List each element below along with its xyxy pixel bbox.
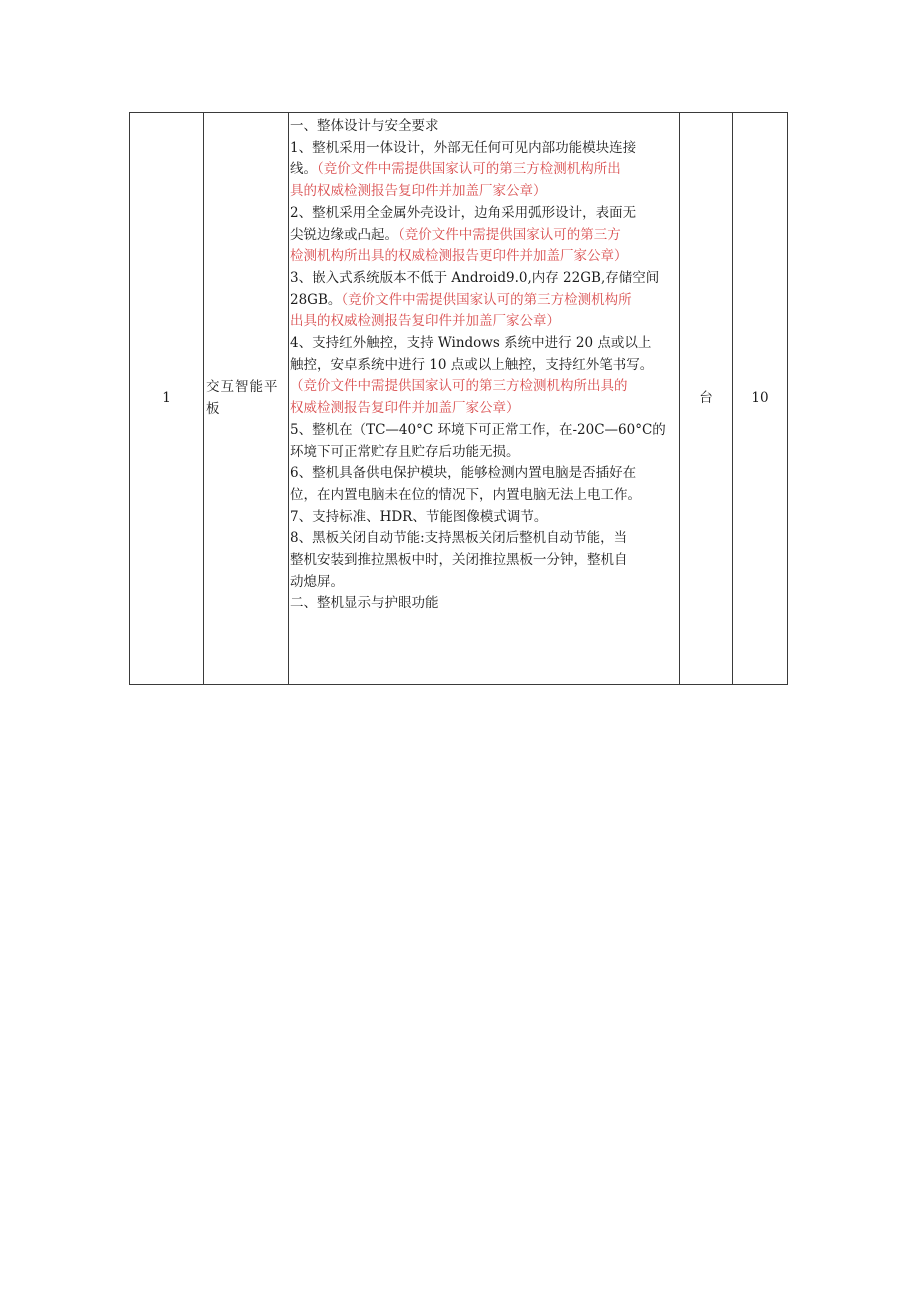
spec-line: [290, 290, 679, 312]
spec-line: [290, 225, 679, 247]
item-spec-cell: [289, 113, 680, 685]
spec-line: 6、整机具备供电保护模块，能够检测内置电脑是否插好在: [290, 465, 637, 482]
quantity-cell: [733, 113, 788, 685]
spec-line-note: （竞价文件中需提供国家认可的第三方: [398, 226, 621, 243]
spec-line: 8、黑板关闭自动节能:支持黑板关闭后整机自动节能，当: [290, 530, 628, 547]
spec-line-lead: 线。: [290, 161, 317, 178]
spec-line: 5、整机在（TC—40°C 环境下可正常工作，在-20C—60°C的: [290, 421, 666, 438]
spec-line: 3、嵌入式系统版本不低于 Android9.0,内存 22GB,存储空间: [290, 269, 660, 286]
spec-line: 一、整体设计与安全要求: [290, 118, 439, 134]
spec-line: 动熄屏。: [290, 573, 344, 590]
spec-line: 检测机构所出具的权威检测报告更印件并加盖厂家公章）: [290, 248, 628, 265]
spec-line: 权威检测报告复印件并加盖厂家公章）: [290, 400, 520, 417]
spec-line: 环境下可正常贮存且贮存后功能无损。: [290, 443, 520, 460]
spec-text: [289, 116, 679, 615]
item-name: 交互智能平板: [206, 378, 279, 417]
item-quantity: 10: [751, 389, 769, 406]
table-row: [130, 113, 788, 685]
spec-line-lead: 尖锐边缘或凸起。: [290, 226, 398, 243]
spec-line: 1、整机采用一体设计，外部无任何可见内部功能模块连接: [290, 139, 637, 156]
spec-line: 具的权威检测报告复印件并加盖厂家公章）: [290, 183, 547, 200]
item-number: 1: [162, 389, 171, 406]
spec-line: 7、支持标准、HDR、节能图像模式调节。: [290, 508, 548, 525]
spec-line: 二、整机显示与护眼功能: [290, 595, 439, 612]
procurement-spec-table: [129, 112, 788, 685]
spec-line-lead: 28GB。: [290, 291, 342, 308]
spec-line: （竞价文件中需提供国家认可的第三方检测机构所出具的: [290, 378, 628, 395]
spec-line: [290, 159, 679, 181]
unit-cell: [680, 113, 733, 685]
spec-line: 出具的权威检测报告复印件并加盖厂家公章）: [290, 313, 560, 330]
item-name-cell: [204, 113, 289, 685]
spec-line: 4、支持红外触控，支持 Windows 系统中进行 20 点或以上: [290, 335, 652, 352]
spec-line: 整机安装到推拉黑板中时，关闭推拉黑板一分钟，整机自: [290, 552, 628, 569]
spec-line: 位，在内置电脑未在位的情况下，内置电脑无法上电工作。: [290, 486, 641, 503]
item-number-cell: [130, 113, 204, 685]
item-unit: 台: [699, 389, 713, 406]
spec-line: 2、整机采用全金属外壳设计，边角采用弧形设计，表面无: [290, 204, 637, 221]
spec-line: 触控，安卓系统中进行 10 点或以上触控，支持红外笔书写。: [290, 356, 654, 373]
spec-line-note: （竞价文件中需提供国家认可的第三方检测机构所: [341, 291, 632, 308]
spec-line-note: （竞价文件中需提供国家认可的第三方检测机构所出: [317, 161, 621, 178]
